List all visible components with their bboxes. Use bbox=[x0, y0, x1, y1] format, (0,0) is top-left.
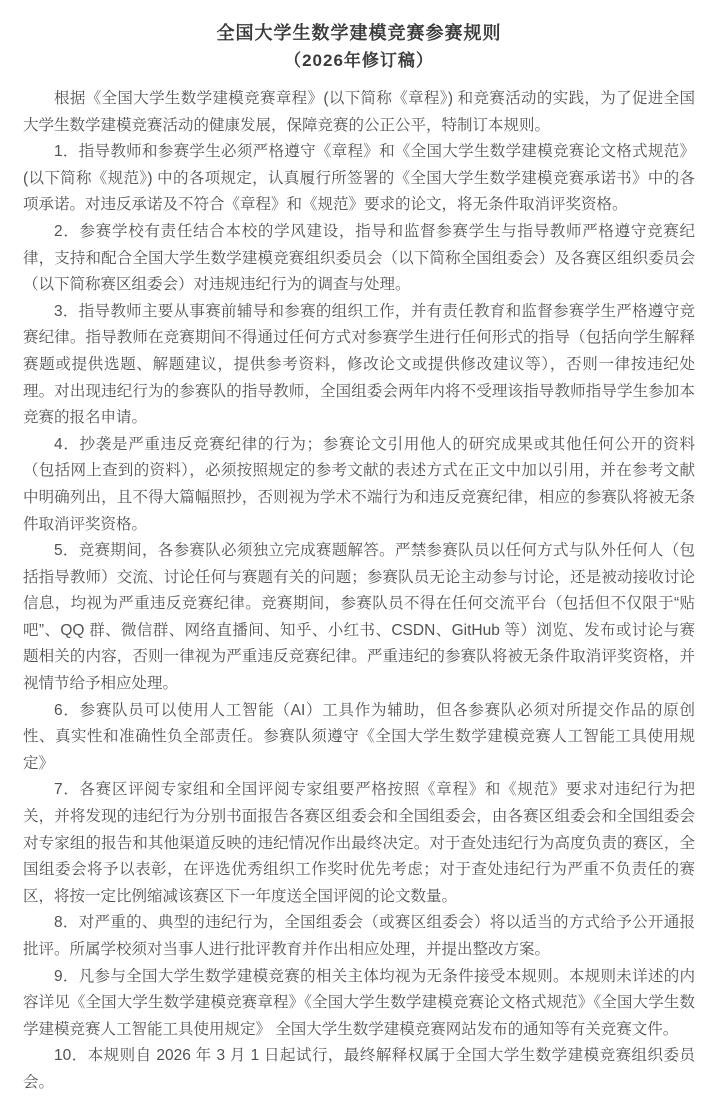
document-body bbox=[23, 86, 695, 1097]
document-title: 全国大学生数学建模竞赛参赛规则 bbox=[216, 23, 502, 43]
paragraph: 10．本规则自 2026 年 3 月 1 日起试行，最终解释权属于全国大学生数学建模竞赛组织委员会。 bbox=[23, 1047, 695, 1091]
paragraph: 4．抄袭是严重违反竞赛纪律的行为；参赛论文引用他人的研究成果或其他任何公开的资料（包括网上查到的资料），必须按照规定的参考文献的表述方式在正文中加以引用，并在参考文献中明确列出，且不得大篇幅照抄，否则视为学术不端行为和违反竞赛纪律，相应的参赛队将被无条件取消评奖资格。 bbox=[23, 435, 695, 533]
paragraph: 1．指导教师和参赛学生必须严格遵守《章程》和《全国大学生数学建模竞赛论文格式规范》(以下简称《规范》) 中的各项规定，认真履行所签署的《全国大学生数学建模竞赛承诺书》中的各项承诺。对违反承诺及不符合《章程》和《规范》要求的论文，将无条件取消评奖资格。 bbox=[23, 143, 695, 214]
paragraph: 3．指导教师主要从事赛前辅导和参赛的组织工作，并有责任教育和监督参赛学生严格遵守竞赛纪律。指导教师在竞赛期间不得通过任何方式对参赛学生进行任何形式的指导（包括向学生解释赛题或提供选题、解题建议，提供参考资料，修改论文或提供修改建议等），否则一律按违纪处理。对出现违纪行为的参赛队的指导教师，全国组委会两年内将不受理该指导教师指导学生参加本竞赛的报名申请。 bbox=[23, 302, 695, 427]
paragraph: 7．各赛区评阅专家组和全国评阅专家组要严格按照《章程》和《规范》要求对违纪行为把关，并将发现的违纪行为分别书面报告各赛区组委会和全国组委会，由各赛区组委会和全国组委会对专家组的报告和其他渠道反映的违纪情况作出最终决定。对于查处违纪行为高度负责的赛区，全国组委会将予以表彰，在评选优秀组织工作奖时优先考虑；对于查处违纪行为严重不负责任的赛区，将按一定比例缩减该赛区下一年度送全国评阅的论文数量。 bbox=[23, 781, 695, 905]
paragraph: 5．竞赛期间，各参赛队必须独立完成赛题解答。严禁参赛队员以任何方式与队外任何人（包括指导教师）交流、讨论任何与赛题有关的问题；参赛队员无论主动参与讨论，还是被动接收讨论信息，均视为严重违反竞赛纪律。竞赛期间，参赛队员不得在任何交流平台（包括但不仅限于“贴吧”、QQ 群、微信群、网络直播间、知乎、小红书、CSDN、GitHub 等）浏览、发布或讨论与赛题相关的内容，否则一律视为严重违反竞赛纪律。严重违纪的参赛队将被无条件取消评奖资格，并视情节给予相应处理。 bbox=[23, 542, 695, 693]
paragraph: 6．参赛队员可以使用人工智能（AI）工具作为辅助，但各参赛队必须对所提交作品的原创性、真实性和准确性负全部责任。参赛队须遵守《全国大学生数学建模竞赛人工智能工具使用规定》 bbox=[23, 701, 695, 772]
paragraph: 9．凡参与全国大学生数学建模竞赛的相关主体均视为无条件接受本规则。本规则未详述的内容详见《全国大学生数学建模竞赛章程》《全国大学生数学建模竞赛论文格式规范》《全国大学生数学建模竞赛人工智能工具使用规定》 全国大学生数学建模竞赛网站发布的通知等有关竞赛文件。 bbox=[23, 967, 695, 1038]
paragraph: 根据《全国大学生数学建模竞赛章程》(以下简称《章程》) 和竞赛活动的实践，为了促进全国大学生数学建模竞赛活动的健康发展，保障竞赛的公正公平，特制订本规则。 bbox=[23, 90, 695, 134]
document-subtitle: （2026年修订稿） bbox=[284, 51, 434, 70]
paragraph: 2．参赛学校有责任结合本校的学风建设，指导和监督参赛学生与指导教师严格遵守竞赛纪律，支持和配合全国大学生数学建模竞赛组织委员会（以下简称全国组委会）及各赛区组织委员会（以下简称赛区组委会）对违规违纪行为的调查与处理。 bbox=[23, 222, 695, 294]
paragraph: 8．对严重的、典型的违纪行为，全国组委会（或赛区组委会）将以适当的方式给予公开通报批评。所属学校须对当事人进行批评教育并作出相应处理，并提出整改方案。 bbox=[23, 914, 695, 958]
